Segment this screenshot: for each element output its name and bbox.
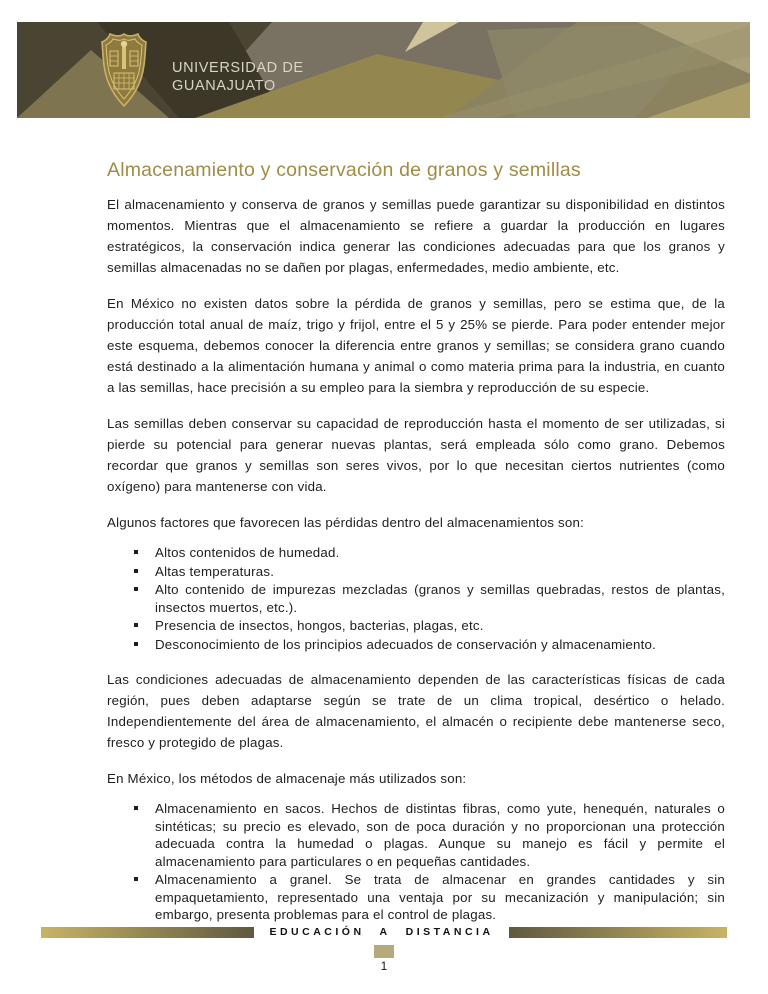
list-item: Altos contenidos de humedad.	[134, 544, 725, 563]
paragraph-storage-conditions: Las condiciones adecuadas de almacenamiento dependen de las características físicas de cada región, pues deben adaptarse según se trate de un clima tropical, desértico o helado. Independientemente del área de almacenamiento, el almacén o recipiente debe mantenerse seco, fresco y protegido de plagas.	[107, 672, 725, 750]
university-name-line1: UNIVERSIDAD DE	[172, 60, 304, 76]
factors-list-intro: Algunos factores que favorecen las pérdidas dentro del almacenamientos son:	[107, 515, 584, 530]
paragraph-seeds-life: Las semillas deben conservar su capacidad de reproducción hasta el momento de ser utilizadas, si pierde su potencial para generar nuevas plantas, será empleada sólo como grano. Debemos recordar que granos y semillas son seres vivos, por lo que necesitan ciertos nutrientes (como oxígeno) para mantenerse con vida.	[107, 416, 725, 494]
paragraph-intro-storage: El almacenamiento y conserva de granos y semillas puede garantizar su disponibilidad en distintos momentos. Mientras que el almacenamiento se refiere a guardar la producción en lugares estratégicos, la conservación indica generar las condiciones adecuadas para que los granos y semillas almacenadas no se dañen por plagas, enfermedades, medio ambiente, etc.	[107, 197, 725, 275]
university-logo	[99, 31, 149, 109]
university-name	[172, 59, 304, 95]
list-item: Desconocimiento de los principios adecuados de conservación y almacenamiento.	[134, 636, 725, 655]
page-title: Almacenamiento y conservación de granos y semillas	[107, 159, 581, 181]
page-footer	[0, 926, 768, 973]
paragraph-mexico-losses: En México no existen datos sobre la pérdida de granos y semillas, pero se estima que, de la producción total anual de maíz, trigo y frijol, entre el 5 y 25% se pierde. Para poder entender mejor este esquema, debemos conocer la diferencia entre granos y semillas; se considera grano cuando está destinado a la alimentación humana y animal o como materia prima para la industria, en cuanto a las semillas, hace precisión a su empleo para la siembra y reproducción de su especie.	[107, 296, 725, 395]
header-banner	[17, 22, 750, 118]
list-item: Alto contenido de impurezas mezcladas (granos y semillas quebradas, restos de plantas, insectos muertos, etc.).	[134, 581, 725, 617]
page-number: 1	[380, 961, 388, 973]
list-item: Almacenamiento en sacos. Hechos de distintas fibras, como yute, henequén, naturales o sintéticas; su precio es elevado, son de poca duración y no proporcionan una protección adecuada contra la humedad o plagas. Aunque su manejo es fácil y permite el almacenamiento para particulares o en pequeñas cantidades.	[134, 800, 725, 871]
list-item: Presencia de insectos, hongos, bacterias, plagas, etc.	[134, 617, 725, 636]
list-item: Almacenamiento a granel. Se trata de almacenar en grandes cantidades y sin empaquetamiento, representado una ventaja por su mecanización y manipulación; sin embargo, presenta problemas para el control de plagas.	[134, 871, 725, 925]
university-shield-icon	[99, 31, 149, 109]
document-body	[107, 118, 725, 940]
factors-list	[107, 544, 725, 654]
footer-label: EDUCACIÓN A DISTANCIA	[269, 926, 494, 938]
footer-gradient-bar-right	[509, 927, 727, 938]
methods-list-intro: En México, los métodos de almacenaje más utilizados son:	[107, 771, 467, 786]
footer-gradient-bar-left	[41, 927, 254, 938]
footer-square-ornament	[374, 945, 394, 958]
methods-list	[107, 800, 725, 925]
list-item: Altas temperaturas.	[134, 563, 725, 582]
university-name-line2: GUANAJUATO	[172, 78, 276, 94]
